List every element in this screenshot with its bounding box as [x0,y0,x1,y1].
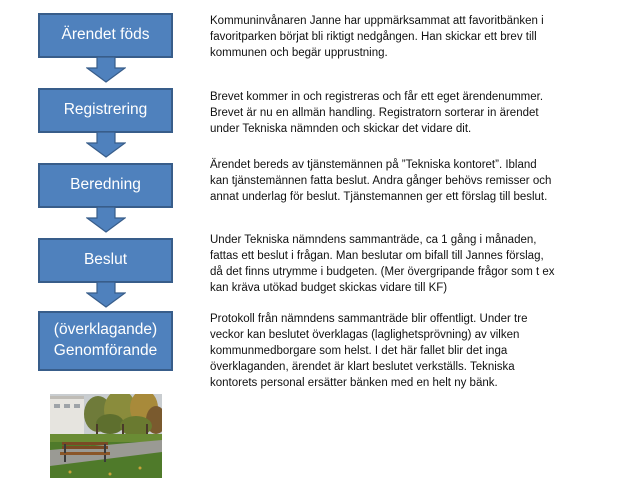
stage-description-beredning: Ärendet bereds av tjänstemännen på ”Tekniska kontoret”. Ibland kan tjänstemännen fatta beslut. Andra gånger behövs remisser och annat underlag för beslut. Tjänstemannen ger ett förslag till beslut. [210,159,552,203]
stage-box-arendet-fods [38,13,173,58]
stage-description-genomforande: Protokoll från nämndens sammanträde blir offentligt. Under tre veckor kan beslutet överklagas (laglighetsprövning) av vilken kommunmedborgare som helst. I det här fallet blir det inga överklaganden, ärendet är klart beslutet verkställs. Tekniska kontorets personal ersätter bänken med en helt ny bänk. [210,313,528,389]
stage-label: Ärendet föds [61,26,150,44]
stage-label: Beslut [83,251,128,269]
down-arrow-icon [86,207,126,233]
park-bench-photo [50,394,162,478]
stage-box-registrering [38,88,173,133]
stage-box-genomforande [38,311,173,371]
stage-box-beslut [38,238,173,283]
stage-description-arendet-fods: Kommuninvånaren Janne har uppmärksammat att favoritbänken i favoritparken börjat bli riktigt nedgången. Han skickar ett brev till kommunen och begär upprustning. [210,15,544,59]
stage-description-registrering: Brevet kommer in och registreras och får ett eget ärendenummer. Brevet är nu en allmän handling. Registratorn sorterar in ärendet under Tekniska nämnden och skickar det vidare dit. [210,91,544,135]
stage-description-beslut: Under Tekniska nämndens sammanträde, ca 1 gång i månaden, fattas ett beslut i frågan. Man beslutar om bifall till Jannes förslag, då det finns utrymme i budgeten. (Mer övergripande frågor som t ex kan kräva utökad budget skickas vidare till KF) [210,234,555,294]
down-arrow-icon [86,282,126,308]
stage-label: Beredning [70,176,141,194]
stage-label-line-1: (överklagande) [53,321,158,339]
stage-label-line-2: Genomförande [53,342,158,359]
down-arrow-icon [86,57,126,83]
down-arrow-icon [86,132,126,158]
stage-label: Registrering [63,101,148,119]
stage-box-beredning [38,163,173,208]
